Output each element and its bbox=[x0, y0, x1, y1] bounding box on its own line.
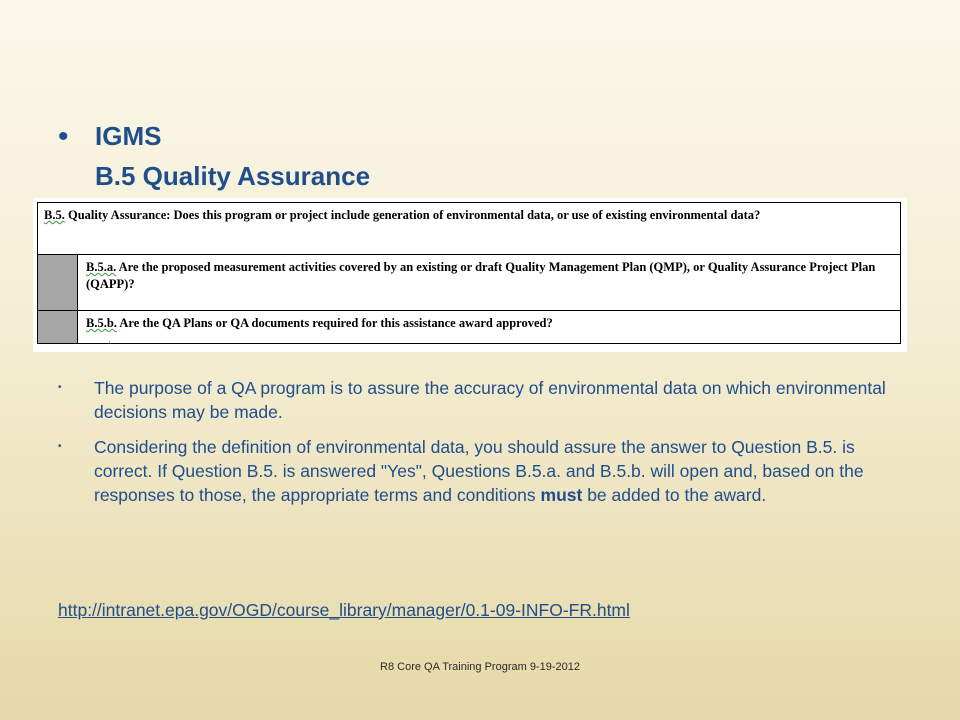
question-text: Quality Assurance: Does this program or project include generation of environmental data, or use of existing environmental data? bbox=[67, 208, 761, 222]
indent-cell bbox=[38, 255, 78, 310]
question-text: Are the proposed measurement activities covered by an existing or draft Quality Management Plan (QMP), or Quality Assurance Project Plan (QAPP)? bbox=[86, 260, 876, 291]
table-row bbox=[38, 255, 900, 311]
bullet-text: The purpose of a QA program is to assure the accuracy of environmental data on which environmental decisions may be made. bbox=[94, 378, 886, 422]
question-code: B.5.b. bbox=[86, 316, 117, 330]
bullet-list bbox=[58, 376, 898, 518]
indent-cell bbox=[38, 311, 78, 343]
list-item bbox=[58, 376, 898, 424]
title-line-2: B.5 Quality Assurance bbox=[95, 161, 371, 191]
course-library-link[interactable]: http://intranet.epa.gov/OGD/course_library/manager/0.1-09-INFO-FR.html bbox=[58, 600, 630, 620]
table-row bbox=[38, 203, 900, 255]
question-code: B.5.a. bbox=[86, 260, 117, 274]
slide-footer: R8 Core QA Training Program 9-19-2012 bbox=[380, 661, 580, 673]
list-item bbox=[58, 435, 898, 507]
title-line-1: IGMS bbox=[95, 121, 162, 151]
bullet-emphasis: must bbox=[540, 485, 583, 505]
bullet-text: Considering the definition of environmental data, you should assure the answer to Question B.5. is correct. If Question B.5. is answered "Yes", Questions B.5.a. and B.5.b. will open and, based on the responses to those, the appropriate terms and conditions bbox=[94, 437, 864, 505]
bullet-icon: • bbox=[58, 441, 62, 452]
bullet-text-end: be added to the award. bbox=[582, 485, 767, 505]
bullet-icon: • bbox=[58, 382, 62, 393]
igms-form-screenshot bbox=[33, 198, 907, 352]
quality-assurance-table bbox=[37, 202, 901, 344]
question-code: B.5. bbox=[44, 208, 65, 222]
title-bullet-icon: • bbox=[58, 120, 69, 153]
question-text: Are the QA Plans or QA documents required for this assistance award approved? bbox=[119, 316, 553, 330]
red-mark-icon: ' bbox=[109, 340, 111, 349]
table-row bbox=[38, 311, 900, 343]
